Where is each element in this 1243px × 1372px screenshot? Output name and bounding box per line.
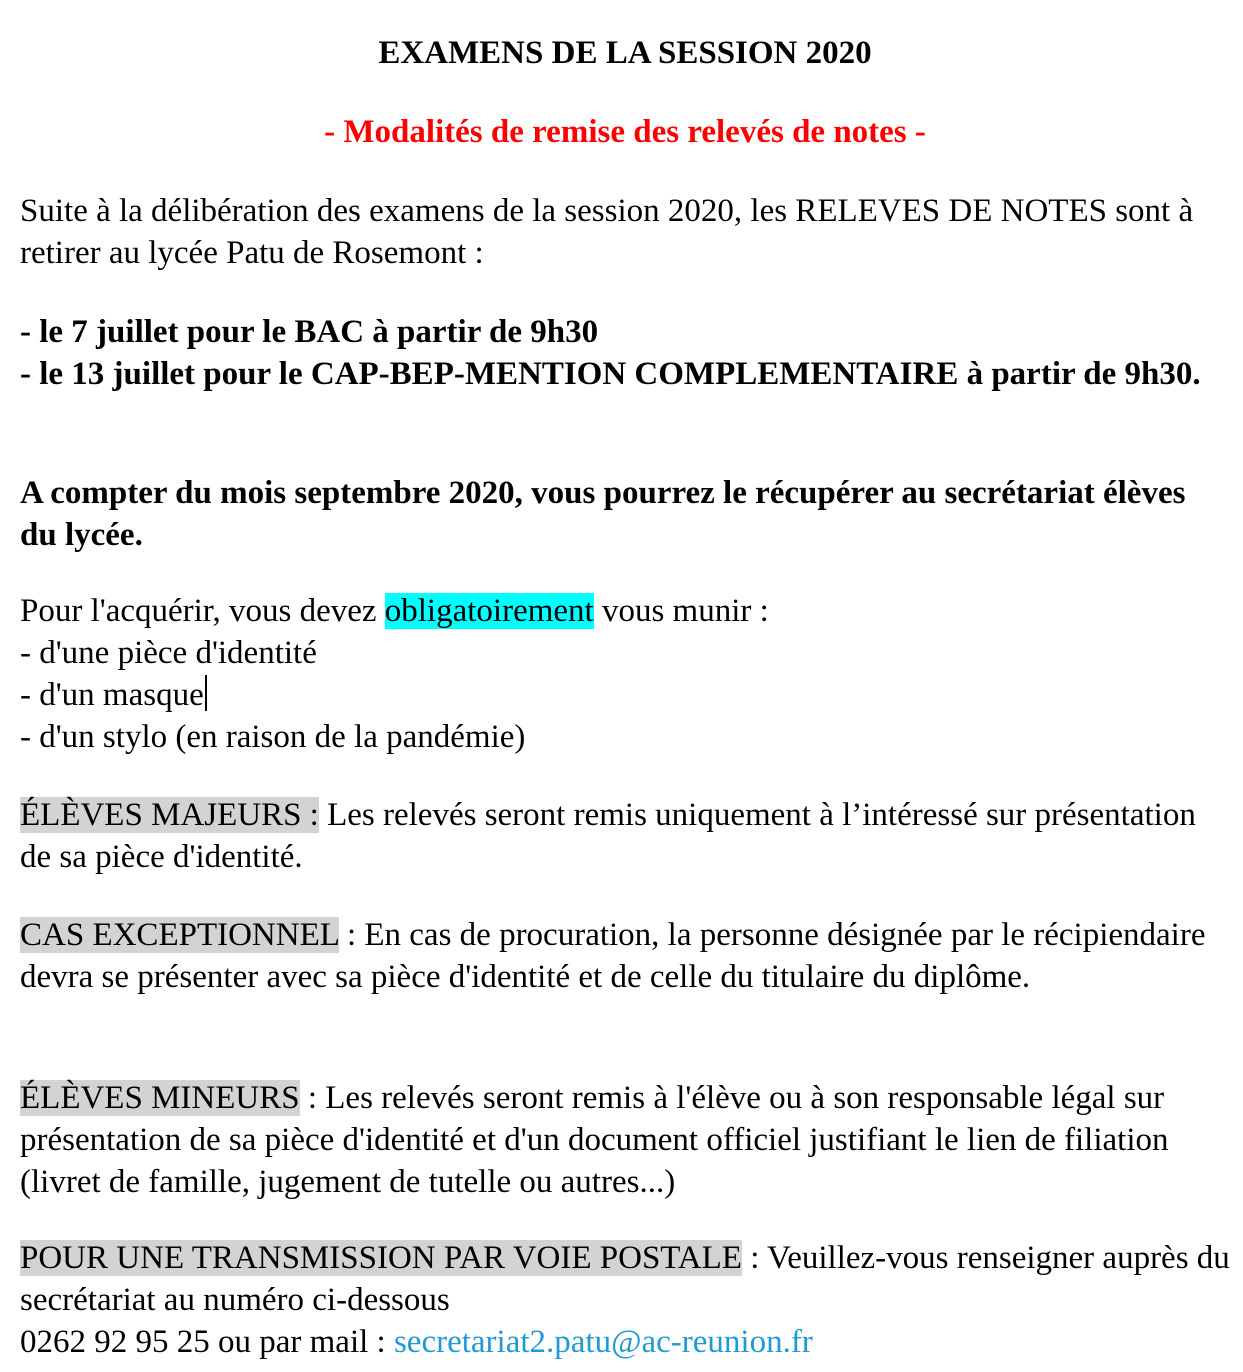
date-item-bac: - le 7 juillet pour le BAC à partir de 9h30 xyxy=(20,314,599,350)
september-notice: A compter du mois septembre 2020, vous pourrez le récupérer au secrétariat élèves du lycée. xyxy=(20,475,1186,553)
intro-paragraph: Suite à la délibération des examens de la session 2020, les RELEVES DE NOTES sont à retirer au lycée Patu de Rosemont : xyxy=(20,193,1194,271)
requirement-item xyxy=(20,674,1230,716)
section-heading: POUR UNE TRANSMISSION PAR VOIE POSTALE xyxy=(20,1240,742,1276)
dates-list xyxy=(20,311,1230,395)
text-cursor xyxy=(205,675,207,711)
contact-line xyxy=(20,1321,1230,1363)
requirements-lead-after: vous munir : xyxy=(593,593,769,629)
requirements-lead-before: Pour l'acquérir, vous devez xyxy=(20,593,385,629)
section-text: : Veuillez-vous renseigner auprès du secrétariat au numéro ci-dessous xyxy=(20,1240,1230,1318)
requirement-item: - d'une pièce d'identité xyxy=(20,635,317,671)
email-link[interactable]: secretariat2.patu@ac-reunion.fr xyxy=(393,1324,813,1360)
section-text: Les relevés seront remis uniquement à l’intéressé sur présentation de sa pièce d'identité. xyxy=(20,797,1196,875)
section-postale xyxy=(20,1237,1230,1363)
requirements-block xyxy=(20,590,1230,758)
document-title: EXAMENS DE LA SESSION 2020 xyxy=(378,35,872,71)
date-item-cap: - le 13 juillet pour le CAP-BEP-MENTION COMPLEMENTAIRE à partir de 9h30. xyxy=(20,356,1201,392)
section-text: : Les relevés seront remis à l'élève ou à son responsable légal sur présentation de sa pièce d'identité et d'un document officiel justifiant le lien de filiation (livret de famille, jugement de tutelle ou autres...) xyxy=(20,1080,1169,1200)
section-exceptionnel xyxy=(20,914,1230,998)
section-text: : En cas de procuration, la personne désignée par le récipiendaire devra se présenter avec sa pièce d'identité et de celle du titulaire du diplôme. xyxy=(20,917,1206,995)
highlighted-word: obligatoirement xyxy=(384,593,594,629)
document-subtitle: - Modalités de remise des relevés de notes - xyxy=(324,114,926,150)
contact-phone: 0262 92 95 25 ou par mail : xyxy=(20,1324,394,1360)
section-heading: ÉLÈVES MAJEURS : xyxy=(20,797,319,833)
section-mineurs xyxy=(20,1077,1230,1203)
section-postale-text xyxy=(20,1237,1230,1321)
requirement-item-text: - d'un masque xyxy=(20,677,204,713)
section-heading: CAS EXCEPTIONNEL xyxy=(20,917,339,953)
requirements-lead xyxy=(20,590,1230,632)
section-majeurs xyxy=(20,794,1230,878)
section-heading: ÉLÈVES MINEURS xyxy=(20,1080,300,1116)
requirement-item: - d'un stylo (en raison de la pandémie) xyxy=(20,719,526,755)
